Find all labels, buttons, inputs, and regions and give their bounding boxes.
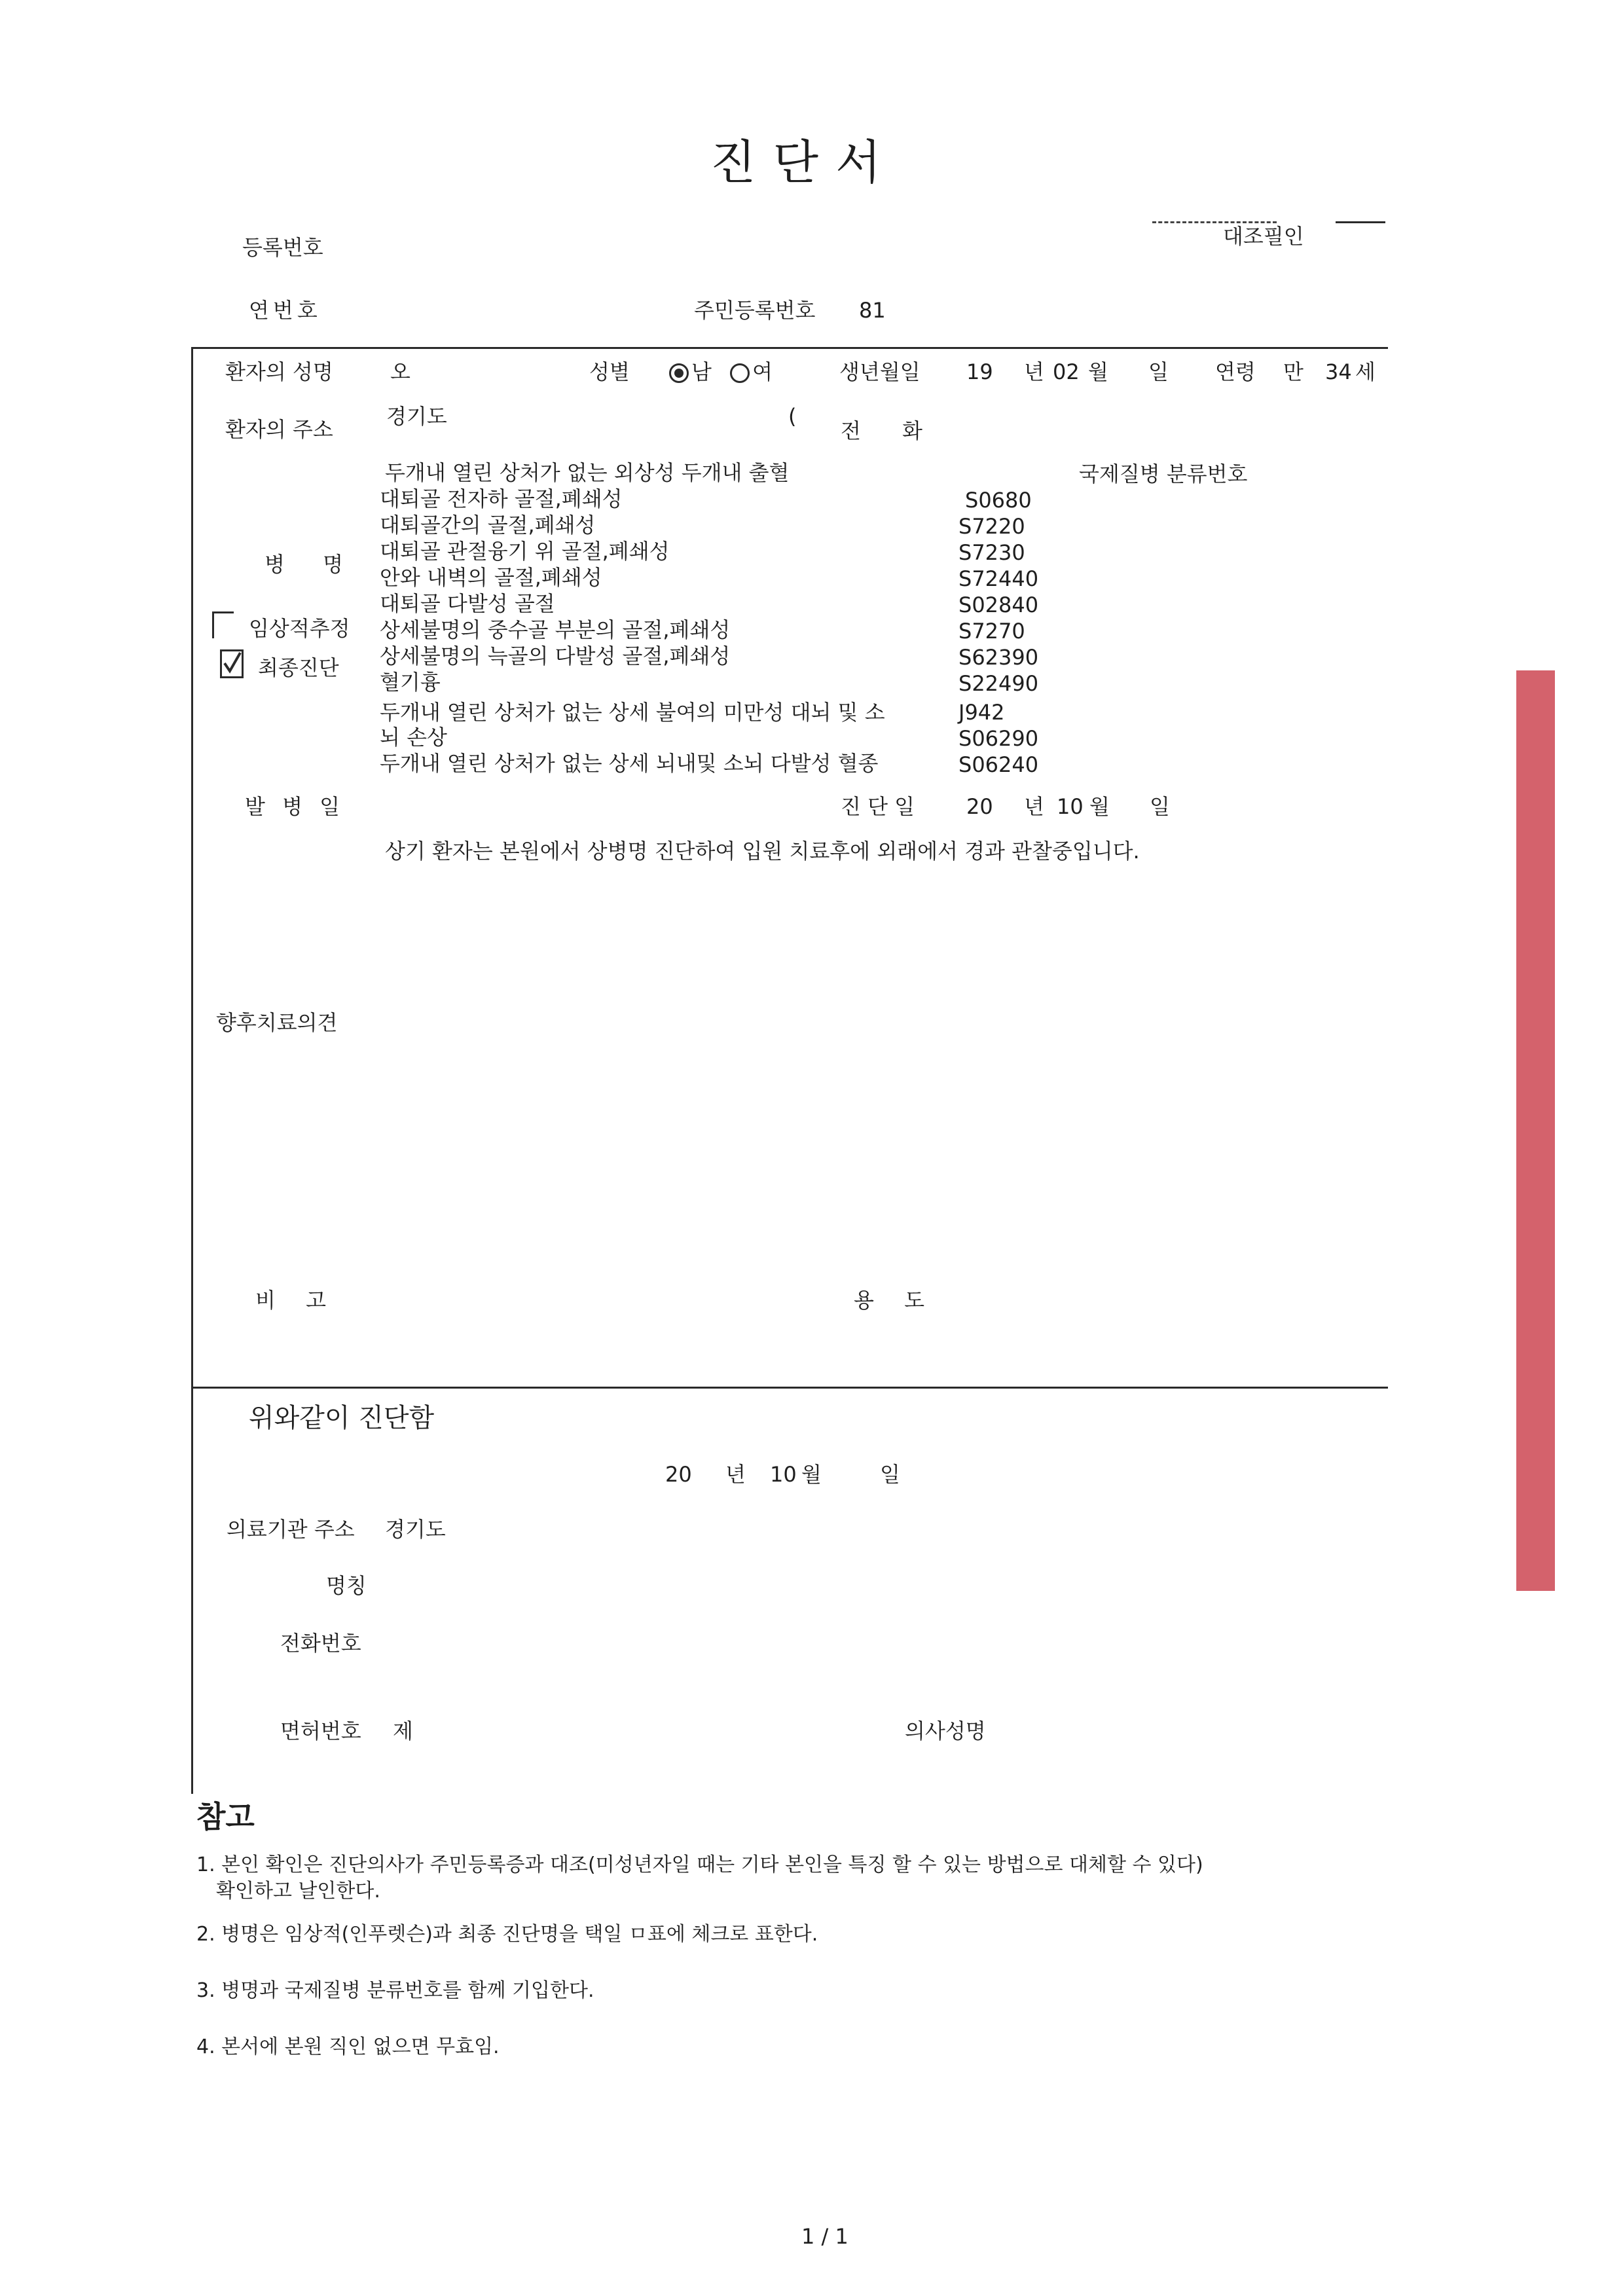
registration-label: 등록번호 [242,235,323,260]
license-label: 면허번호 [280,1719,361,1743]
sex-label: 성별 [589,359,630,384]
sex-male-label: 남 [691,359,712,384]
diagnosis-name: 두개내 열린 상처가 없는 상세 뇌내및 소뇌 다발성 혈종 [380,751,879,776]
diagnosis-name: 두개내 열린 상처가 없는 외상성 두개내 출혈 [385,460,790,485]
diagnosis-name: 대퇴골 관절융기 위 골절,폐쇄성 [380,539,670,564]
phone-label-1: 전 [841,418,861,443]
issue-year: 20 [665,1462,692,1487]
final-label: 최종진단 [258,655,339,680]
institution-name-label: 명칭 [326,1573,367,1598]
license-prefix: 제 [393,1719,413,1743]
reference-note: 4. 본서에 본원 직인 없으면 무효임. [196,2035,500,2058]
page-number: 1 / 1 [801,2224,848,2249]
purpose-label: 용 도 [854,1288,936,1313]
onset-label: 발 병 일 [245,794,346,819]
diagnosis-date-label: 진 단 일 [841,794,915,819]
reference-note: 1. 본인 확인은 진단의사가 주민등록증과 대조(미성년자일 때는 기타 본인을 특징 할 수 있는 방법으로 대체할 수 있다) [196,1853,1203,1876]
clinical-checkbox [212,611,234,638]
age-prefix: 만 [1283,359,1304,384]
icd-code: S22490 [958,671,1039,696]
diagnosis-day-unit: 일 [1150,794,1170,819]
birth-month-unit: 월 [1088,359,1108,384]
icd-code: S02840 [958,592,1039,617]
stamp-top-line-2 [1336,221,1385,223]
diagnosis-name: 대퇴골간의 골절,폐쇄성 [380,513,596,538]
side-color-bar [1516,670,1555,1591]
address-value: 경기도 [386,404,447,429]
issue-day-unit: 일 [880,1462,900,1487]
issue-month-unit: 월 [801,1462,822,1487]
clinical-label: 임상적추정 [249,616,350,641]
sex-female-label: 여 [752,359,773,384]
address-paren: ( [788,404,797,429]
issue-year-unit: 년 [725,1462,746,1487]
diagnosis-name: 대퇴골 다발성 골절 [380,591,555,616]
diagnosis-name: 뇌 손상 [380,725,447,750]
diagnosis-year-unit: 년 [1024,794,1044,819]
doctor-name-label: 의사성명 [905,1719,986,1743]
sex-male-radio [669,363,689,383]
icd-code: S0680 [965,488,1032,513]
age-label: 연령 [1215,359,1256,384]
birth-year-unit: 년 [1024,359,1044,384]
future-treatment-label: 향후치료의견 [216,1010,338,1035]
reference-note: 확인하고 날인한다. [216,1880,380,1903]
icd-code: S62390 [958,645,1039,670]
reference-note: 2. 병명은 임상적(인푸렛슨)과 최종 진단명을 택일 ㅁ표에 체크로 표한다. [196,1923,818,1946]
opinion-statement: 상기 환자는 본원에서 상병명 진단하여 입원 치료후에 외래에서 경과 관찰중입니다. [385,839,1140,864]
remarks-label: 비 고 [255,1288,338,1313]
reference-note: 3. 병명과 국제질병 분류번호를 함께 기입한다. [196,1979,594,2002]
birth-label: 생년월일 [839,359,921,384]
stamp-label: 대조필인 [1223,224,1304,249]
rrn-value: 81 [859,298,886,323]
diagnosis-name: 안와 내벽의 골절,폐쇄성 [380,565,602,590]
serial-label: 연번호 [249,298,321,323]
diagnosis-name: 두개내 열린 상처가 없는 상세 불여의 미만성 대뇌 및 소 [380,700,885,725]
stamp-top-line [1152,221,1277,223]
icd-code: S7230 [958,540,1025,565]
references-title: 참고 [196,1799,255,1834]
birth-year: 19 [966,359,993,384]
icd-code: S06240 [958,752,1039,777]
phone-label-2: 화 [902,418,922,443]
disease-label: 병 명 [264,552,359,577]
institution-address-value: 경기도 [385,1517,446,1542]
rrn-label: 주민등록번호 [694,298,816,323]
diagnosis-month: 10 [1057,794,1084,819]
age-unit: 세 [1355,359,1376,384]
diagnosis-name: 상세불명의 늑골의 다발성 골절,폐쇄성 [380,644,731,668]
diagnosis-month-unit: 월 [1089,794,1110,819]
institution-phone-label: 전화번호 [280,1631,361,1656]
diagnosis-name: 대퇴골 전자하 골절,폐쇄성 [380,486,623,511]
birth-day-unit: 일 [1148,359,1169,384]
issue-divider [191,1387,1388,1389]
document-title: 진단서 [710,135,898,190]
institution-address-label: 의료기관 주소 [227,1517,355,1542]
issue-month: 10 [770,1462,797,1487]
patient-name-value: 오 [390,359,410,384]
diagnosis-year: 20 [966,794,993,819]
diagnosis-name: 상세불명의 중수골 부분의 골절,폐쇄성 [380,617,731,642]
sex-options [669,361,773,383]
final-checkbox [220,649,244,678]
icd-code: S7220 [958,514,1025,539]
address-label: 환자의 주소 [225,417,333,442]
icd-code: S7270 [958,619,1025,644]
patient-name-label: 환자의 성명 [225,359,333,384]
birth-month: 02 [1053,359,1080,384]
sex-female-radio [730,363,750,383]
icd-code: J942 [958,700,1005,725]
icd-code: S06290 [958,726,1039,751]
age-value: 34 [1325,359,1352,384]
table-top-border [191,347,1388,349]
icd-code: S72440 [958,566,1039,591]
check-icon [222,651,242,675]
table-left-border [191,347,193,1794]
issue-heading: 위와같이 진단함 [249,1403,435,1433]
diagnosis-name: 혈기흉 [380,670,441,695]
icd-code-header: 국제질병 분류번호 [1079,462,1248,486]
